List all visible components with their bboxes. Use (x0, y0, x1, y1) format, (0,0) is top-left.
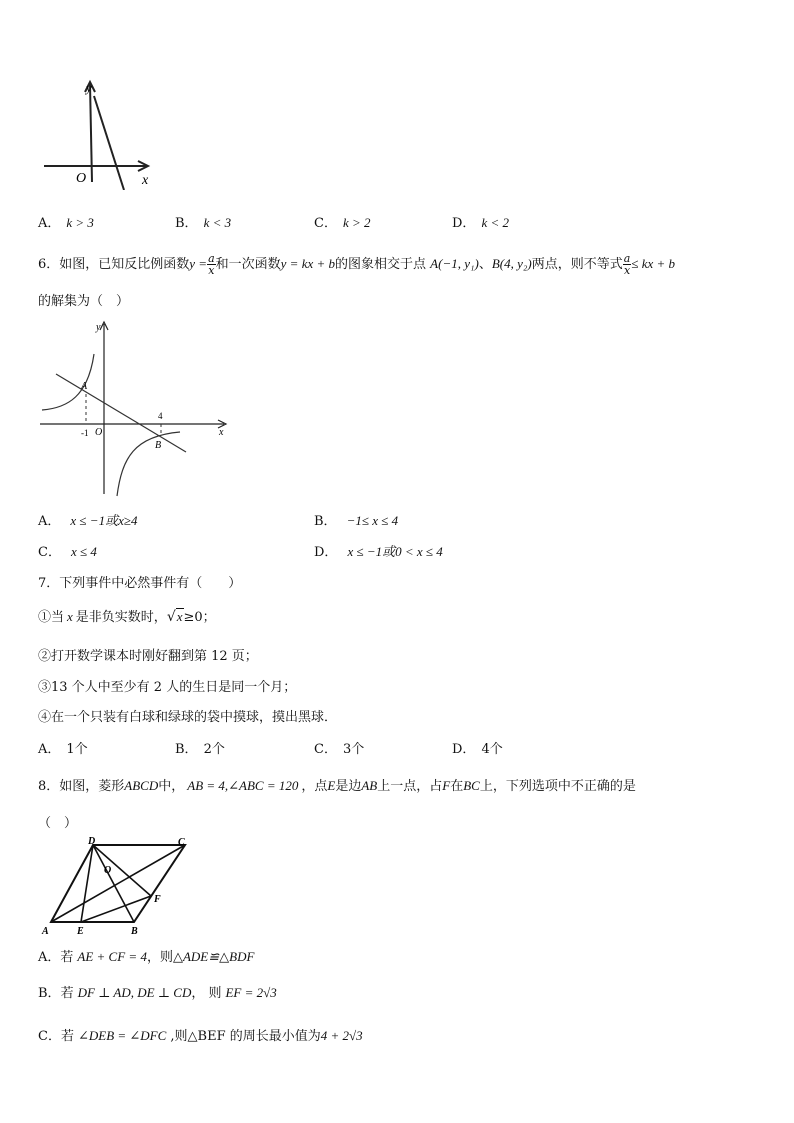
q6-x-label: x (219, 427, 224, 438)
q5-option-d-text: k < 2 (481, 215, 509, 230)
q7-sqrt-radicand: x (176, 609, 183, 624)
q6-stem-mid1: 和一次函数 (215, 257, 281, 272)
q7-option-b: B． 2个 (175, 742, 225, 757)
q5-option-c-letter: C． (314, 216, 337, 231)
q6-option-c-letter: C． (38, 545, 61, 560)
q6-stem-mid2: 的图象相交于点 (335, 257, 427, 272)
q6-origin-label: O (95, 427, 103, 438)
q5-option-a (38, 212, 94, 231)
q8-label-e: E (77, 926, 84, 937)
q5-graph (38, 78, 158, 190)
q7-option-d: D． 4个 (452, 742, 503, 757)
q6-option-c-text: x ≤ 4 (70, 544, 97, 559)
q6-option-b-text: −1≤ x ≤ 4 (346, 513, 399, 528)
q7-option-a: A． 1个 (38, 742, 88, 757)
q8-label-a: A (42, 926, 49, 937)
q6-point-b: B(4, y₂) (491, 256, 532, 271)
q8-segment-df (93, 845, 151, 896)
q7-option-c-text: 3个 (342, 742, 365, 757)
q5-option-a-text: k > 3 (66, 215, 94, 230)
q5-option-d (452, 212, 509, 231)
q6-ineq-rhs: ≤ kx + b (631, 256, 676, 271)
q7-option-d-text: 4个 (481, 742, 503, 757)
q5-option-d-letter: D． (452, 216, 476, 231)
q6-option-d-text: x ≤ −1或0 < x ≤ 4 (347, 544, 443, 559)
q7-stem: 7．下列事件中必然事件有（ ） (38, 576, 242, 591)
q6-stem-line2: 的解集为（ ） (38, 294, 130, 309)
q8-option-c-math: ∠DEB = ∠DFC (77, 1028, 167, 1043)
q7-option-a-text: 1个 (66, 742, 88, 757)
q6-option-a-letter: A． (38, 514, 61, 529)
q6-option-b-letter: B． (314, 514, 337, 529)
q6-stem (38, 249, 675, 280)
q6-option-c (38, 541, 97, 560)
q8-stem: 8．如图，菱形ABCD中， AB = 4,∠ABC = 120 ，点E是边AB上一点，占F在BC上，下列选项中不正确的是 (38, 778, 636, 794)
q6-tick-4: 4 (158, 411, 163, 421)
q8-option-a: A．若 AE + CF = 4，则△ADE≌△BDF (38, 949, 255, 965)
q6-option-a (38, 510, 137, 529)
q6-stem-prefix: 6．如图，已知反比例函数 (38, 257, 190, 272)
q5-y-axis (90, 84, 92, 182)
q6-sep: 、 (478, 257, 492, 272)
q7-item-1: ①当 x 是非负实数时，√x≥0； (38, 609, 216, 625)
q5-option-c (314, 212, 371, 231)
q5-x-label: x (142, 173, 149, 188)
q6-tick-neg1: -1 (81, 428, 89, 438)
q5-option-a-letter: A． (38, 216, 61, 231)
q7-item-1-var: x (67, 609, 73, 624)
q7-item-3: ③13 个人中至少有 2 人的生日是同一个月； (38, 680, 297, 695)
q8-label-b: B (131, 926, 138, 937)
q6-ineq-fraction: $\frac{a}{x}$ (623, 252, 631, 277)
q8-option-b: B．若 DF ⊥ AD, DE ⊥ CD， 则 EF = 2√3 (38, 985, 277, 1001)
q7-item-2: ②打开数学课本时刚好翻到第 12 页； (38, 649, 258, 664)
q6-point-b-label: B (155, 440, 162, 451)
q6-option-a-text: x ≤ −1或x≥4 (70, 513, 138, 528)
q6-graph (38, 318, 234, 498)
q6-func1-fraction: $\frac{a}{x}$ (208, 252, 215, 277)
q8-option-c-post: 4 + 2√3 (320, 1028, 363, 1043)
q5-option-b-letter: B． (175, 216, 198, 231)
q8-label-d: D (88, 836, 96, 847)
q8-option-c: C．若 ∠DEB = ∠DFC ,则△BEF 的周长最小值为4 + 2√3 (38, 1028, 363, 1044)
q7-item-4: ④在一个只装有白球和绿球的袋中摸球，摸出黑球． (38, 710, 338, 725)
q6-func1-lhs: y = (189, 256, 208, 271)
q6-option-b (314, 510, 398, 529)
q6-y-label: y (96, 322, 101, 333)
q7-sqrt-symbol: √ (166, 609, 176, 625)
q8-segment-ef (81, 896, 151, 922)
q8-option-a-math: AE + CF = 4 (77, 949, 147, 964)
q6-stem-mid3: 两点，则不等式 (531, 257, 623, 272)
q8-option-b-post: EF = 2√3 (225, 985, 277, 1000)
q8-label-c: C (178, 837, 185, 848)
q7-option-b-text: 2个 (203, 742, 225, 757)
q8-label-o: O (104, 865, 112, 876)
q8-option-b-math: DF ⊥ AD, DE ⊥ CD (77, 985, 192, 1000)
q6-point-a-label: A (81, 381, 88, 392)
q6-option-d (314, 541, 443, 560)
q8-label-f: F (154, 894, 161, 905)
q5-option-b-text: k < 3 (203, 215, 232, 230)
q6-func2: y = kx + b (280, 256, 336, 271)
q6-point-a: A(−1, y₁) (430, 256, 479, 271)
q6-hyperbola-right (117, 432, 180, 496)
q8-rhombus: ABCD (124, 778, 159, 793)
q8-option-a-post: △ADE≌△BDF (172, 949, 255, 964)
q5-origin-label: O (76, 171, 87, 186)
q8-figure (38, 836, 198, 938)
q6-option-d-letter: D． (314, 545, 338, 560)
q7-option-c: C． 3个 (314, 742, 365, 757)
q5-option-b (175, 212, 231, 231)
q8-stem-line2: （ ） (38, 816, 78, 831)
q6-linear-line (56, 374, 186, 452)
q5-y-label: y (86, 80, 92, 95)
q5-line (94, 96, 124, 190)
q5-option-c-text: k > 2 (342, 215, 371, 230)
q8-condition: AB = 4,∠ABC = 120 (187, 778, 299, 793)
